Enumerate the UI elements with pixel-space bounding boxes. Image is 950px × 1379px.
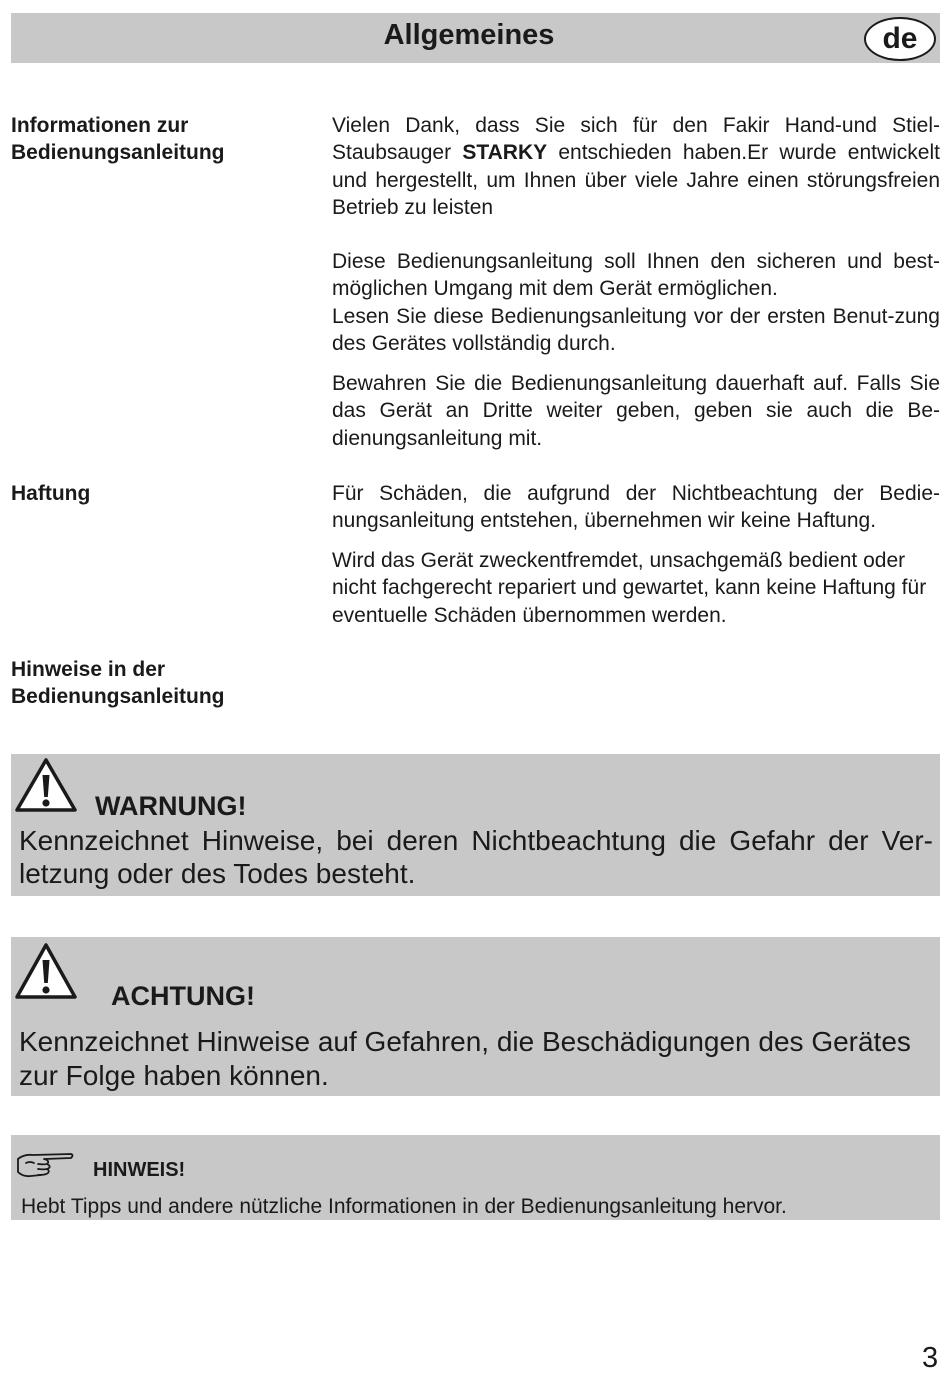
info-paragraph-1: Vielen Dank, dass Sie sich für den Fakir Hand-und Stiel-Staubsauger STARKY entschieden haben.Er wurde entwickelt und hergestellt, um Ihnen über viele Jahre einen störungsfreien Betrieb zu leisten [332, 114, 940, 219]
page-title: Allgemeines [383, 19, 555, 51]
info-paragraph-2: Diese Bedienungsanleitung soll Ihnen den sicheren und best-möglichen Umgang mit dem Gerät ermöglichen. [332, 250, 940, 301]
caution-title: ACHTUNG! [111, 981, 255, 1011]
hint-title: HINWEIS! [93, 1159, 186, 1181]
warning-text: Kennzeichnet Hinweise, bei deren Nichtbeachtung die Gefahr der Ver-letzung oder des Todes besteht. [19, 825, 933, 889]
caution-notice [11, 937, 940, 1096]
hint-text: Hebt Tipps und andere nützliche Informationen in der Bedienungsanleitung hervor. [21, 1195, 787, 1218]
liability-paragraph-1: Für Schäden, die aufgrund der Nichtbeachtung der Bedie-nungsanleitung entstehen, übernehmen wir keine Haftung. [332, 482, 940, 533]
header-band [11, 13, 940, 63]
page-number: 3 [922, 1342, 939, 1374]
info-paragraph-3: Lesen Sie diese Bedienungsanleitung vor der ersten Benut-zung des Gerätes vollständig durch. [332, 305, 940, 356]
liability-paragraph-2: Wird das Gerät zweckentfremdet, unsachgemäß bedient oder nicht fachgerecht repariert und gewartet, kann keine Haftung für eventuelle Schäden übernommen werden. [332, 549, 927, 627]
warning-triangle-icon [14, 942, 78, 1000]
warning-triangle-icon [14, 757, 78, 813]
product-name: STARKY [462, 141, 548, 165]
section-label-notes: Hinweise in der Bedienungsanleitung [11, 658, 225, 708]
language-badge: de [864, 17, 936, 61]
info-paragraph-4: Bewahren Sie die Bedienungsanleitung dauerhaft auf. Falls Sie das Gerät an Dritte weiter geben, geben sie auch die Be-dienungsanleitung mit. [332, 372, 940, 450]
caution-text: Kennzeichnet Hinweise auf Gefahren, die Beschädigungen des Gerätes zur Folge haben können. [19, 1026, 911, 1091]
section-label-liability: Haftung [11, 482, 91, 505]
warning-notice [11, 754, 940, 896]
hint-notice [11, 1135, 940, 1220]
pointing-hand-icon [16, 1149, 76, 1179]
section-label-info: Informationen zur Bedienungsanleitung [11, 114, 225, 164]
warning-title: WARNUNG! [95, 791, 247, 821]
